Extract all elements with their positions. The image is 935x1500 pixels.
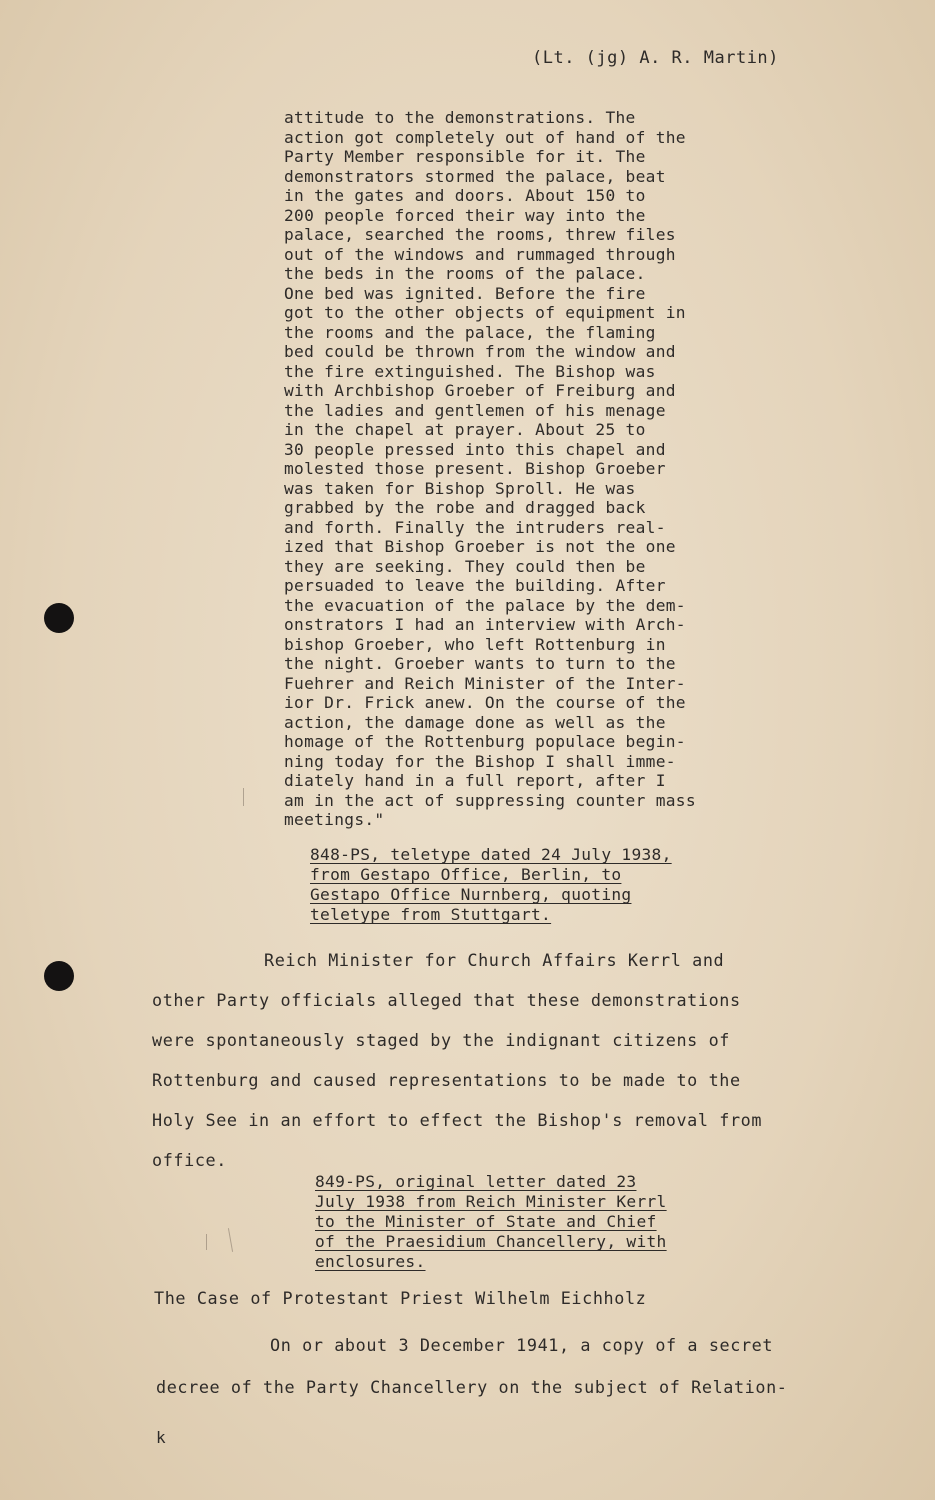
quote-line: the rooms and the palace, the flaming	[284, 322, 656, 342]
quote-line: diately hand in a full report, after I	[284, 771, 666, 790]
quote-line: onstrators I had an interview with Arch-	[284, 615, 686, 634]
footer-mark: k	[156, 1428, 166, 1447]
quote-line: Fuehrer and Reich Minister of the Inter-	[284, 673, 686, 693]
citation-line: enclosures.	[315, 1252, 426, 1271]
quote-line: the evacuation of the palace by the dem-	[284, 595, 686, 615]
citation-line: of the Praesidium Chancellery, with	[315, 1232, 667, 1251]
quote-line: palace, searched the rooms, threw files	[284, 225, 676, 244]
pencil-mark	[243, 788, 244, 806]
body-line: office.	[152, 1150, 227, 1170]
body-paragraph-eichholz	[156, 1324, 788, 1408]
citation-line: Gestapo Office Nurnberg, quoting	[310, 885, 632, 904]
body-line: On or about 3 December 1941, a copy of a secret	[270, 1335, 774, 1355]
citation-line: July 1938 from Reich Minister Kerrl	[315, 1192, 667, 1211]
citation-line: from Gestapo Office, Berlin, to	[310, 865, 622, 884]
quote-line: meetings."	[284, 810, 385, 829]
body-line: other Party officials alleged that these demonstrations	[152, 990, 741, 1010]
quote-line: in the chapel at prayer. About 25 to	[284, 420, 646, 439]
punch-hole-upper	[44, 603, 74, 633]
citation-line: to the Minister of State and Chief	[315, 1212, 657, 1231]
quote-line: bishop Groeber, who left Rottenburg in	[284, 634, 666, 654]
quote-line: they are seeking. They could then be	[284, 556, 646, 576]
punch-hole-lower	[44, 961, 74, 991]
quote-line: 30 people pressed into this chapel and	[284, 439, 666, 459]
body-line: were spontaneously staged by the indignant citizens of	[152, 1030, 730, 1050]
quoted-teletype-text	[284, 108, 784, 830]
quote-line: with Archbishop Groeber of Freiburg and	[284, 381, 676, 400]
quote-line: the beds in the rooms of the palace.	[284, 264, 646, 283]
quote-line: One bed was ignited. Before the fire	[284, 283, 646, 303]
quote-line: in the gates and doors. About 150 to	[284, 186, 646, 205]
citation-849-ps	[315, 1172, 667, 1272]
quote-line: ior Dr. Frick anew. On the course of the	[284, 693, 686, 712]
body-line: Rottenburg and caused representations to be made to the	[152, 1070, 741, 1090]
quote-line: grabbed by the robe and dragged back	[284, 498, 646, 517]
quote-line: the ladies and gentlemen of his menage	[284, 400, 666, 420]
quote-line: the night. Groeber wants to turn to the	[284, 654, 676, 673]
quote-line: the fire extinguished. The Bishop was	[284, 361, 656, 381]
quote-line: attitude to the demonstrations. The	[284, 108, 636, 127]
quote-line: am in the act of suppressing counter mass	[284, 790, 696, 810]
quote-line: action, the damage done as well as the	[284, 712, 666, 732]
quote-line: was taken for Bishop Sproll. He was	[284, 478, 636, 498]
quote-line: out of the windows and rummaged through	[284, 244, 676, 264]
quote-line: 200 people forced their way into the	[284, 205, 646, 225]
body-line: Holy See in an effort to effect the Bishop's removal from	[152, 1110, 763, 1130]
quote-line: ning today for the Bishop I shall imme-	[284, 751, 676, 771]
section-heading: The Case of Protestant Priest Wilhelm Eichholz	[154, 1288, 647, 1308]
body-line: Reich Minister for Church Affairs Kerrl and	[264, 950, 725, 970]
pencil-mark	[206, 1234, 207, 1250]
quote-line: homage of the Rottenburg populace begin-	[284, 732, 686, 751]
citation-848-ps	[310, 845, 672, 925]
quote-line: Party Member responsible for it. The	[284, 147, 646, 166]
body-paragraph-kerrl	[152, 940, 832, 1180]
citation-line: teletype from Stuttgart.	[310, 905, 552, 924]
quote-line: ized that Bishop Groeber is not the one	[284, 537, 676, 556]
quote-line: molested those present. Bishop Groeber	[284, 459, 666, 478]
body-line: decree of the Party Chancellery on the subject of Relation-	[156, 1377, 788, 1397]
citation-line: 848-PS, teletype dated 24 July 1938,	[310, 845, 672, 864]
quote-line: got to the other objects of equipment in	[284, 303, 686, 322]
citation-line: 849-PS, original letter dated 23	[315, 1172, 637, 1191]
quote-line: bed could be thrown from the window and	[284, 342, 676, 361]
quote-line: and forth. Finally the intruders real-	[284, 517, 666, 537]
quote-line: action got completely out of hand of the	[284, 127, 686, 147]
quote-line: demonstrators stormed the palace, beat	[284, 166, 666, 186]
pencil-mark	[228, 1228, 233, 1252]
quote-line: persuaded to leave the building. After	[284, 576, 666, 595]
author-header: (Lt. (jg) A. R. Martin)	[532, 48, 779, 68]
